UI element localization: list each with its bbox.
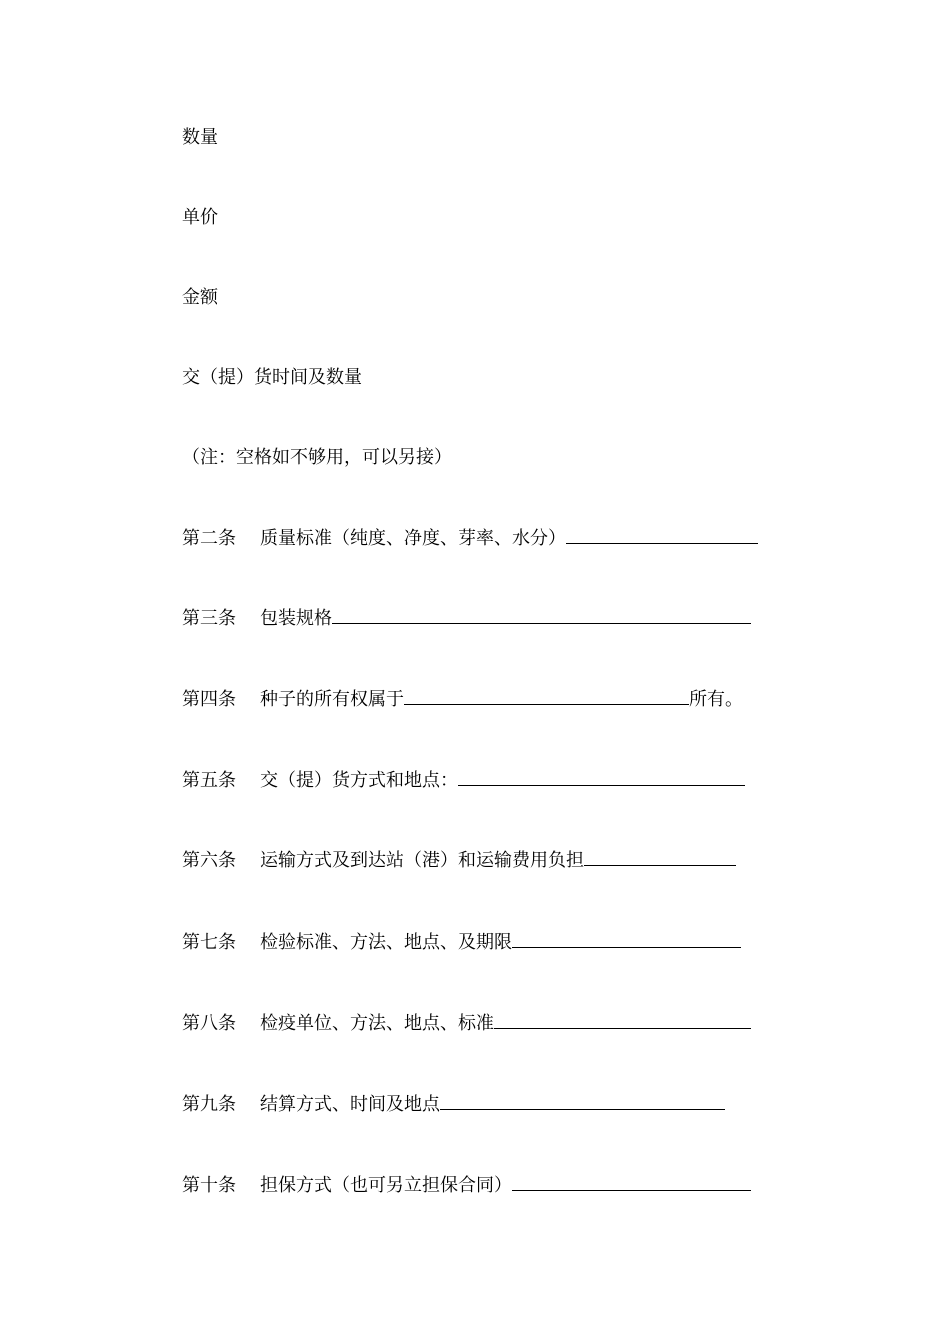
intro-line-note: （注：空格如不够用，可以另接） <box>182 447 452 468</box>
fill-in-blank[interactable] <box>332 605 751 624</box>
clause-text: 运输方式及到达站（港）和运输费用负担 <box>260 850 584 871</box>
clause-number: 第七条 <box>182 932 236 953</box>
clause-text: 质量标准（纯度、净度、芽率、水分） <box>260 528 566 549</box>
clause-5 <box>182 767 745 793</box>
clause-text: 交（提）货方式和地点： <box>260 770 458 791</box>
clause-number: 第三条 <box>182 608 236 629</box>
clause-number: 第六条 <box>182 850 236 871</box>
clause-text: 检疫单位、方法、地点、标准 <box>260 1013 494 1034</box>
intro-line-unit-price: 单价 <box>182 207 218 228</box>
intro-line-delivery-time: 交（提）货时间及数量 <box>182 367 362 388</box>
clause-text: 种子的所有权属于 <box>260 689 404 710</box>
fill-in-blank[interactable] <box>512 929 741 948</box>
clause-text: 检验标准、方法、地点、及期限 <box>260 932 512 953</box>
clause-4 <box>182 686 743 712</box>
clause-10 <box>182 1172 751 1198</box>
fill-in-blank[interactable] <box>584 847 736 866</box>
clause-text: 包装规格 <box>260 608 332 629</box>
clause-number: 第十条 <box>182 1175 236 1196</box>
fill-in-blank[interactable] <box>566 525 758 544</box>
clause-2 <box>182 525 758 551</box>
clause-7 <box>182 929 741 955</box>
fill-in-blank[interactable] <box>404 686 689 705</box>
intro-line-quantity: 数量 <box>182 127 218 148</box>
clause-3 <box>182 605 751 631</box>
clause-6 <box>182 847 736 873</box>
fill-in-blank[interactable] <box>494 1010 751 1029</box>
clause-number: 第四条 <box>182 689 236 710</box>
clause-8 <box>182 1010 751 1036</box>
fill-in-blank[interactable] <box>458 767 745 786</box>
clause-number: 第八条 <box>182 1013 236 1034</box>
clause-number: 第九条 <box>182 1094 236 1115</box>
fill-in-blank[interactable] <box>440 1091 725 1110</box>
clause-text: 结算方式、时间及地点 <box>260 1094 440 1115</box>
clause-text: 担保方式（也可另立担保合同） <box>260 1175 512 1196</box>
intro-line-amount: 金额 <box>182 287 218 308</box>
clause-number: 第二条 <box>182 528 236 549</box>
fill-in-blank[interactable] <box>512 1172 751 1191</box>
clause-9 <box>182 1091 725 1117</box>
clause-suffix: 所有。 <box>689 689 743 710</box>
clause-number: 第五条 <box>182 770 236 791</box>
